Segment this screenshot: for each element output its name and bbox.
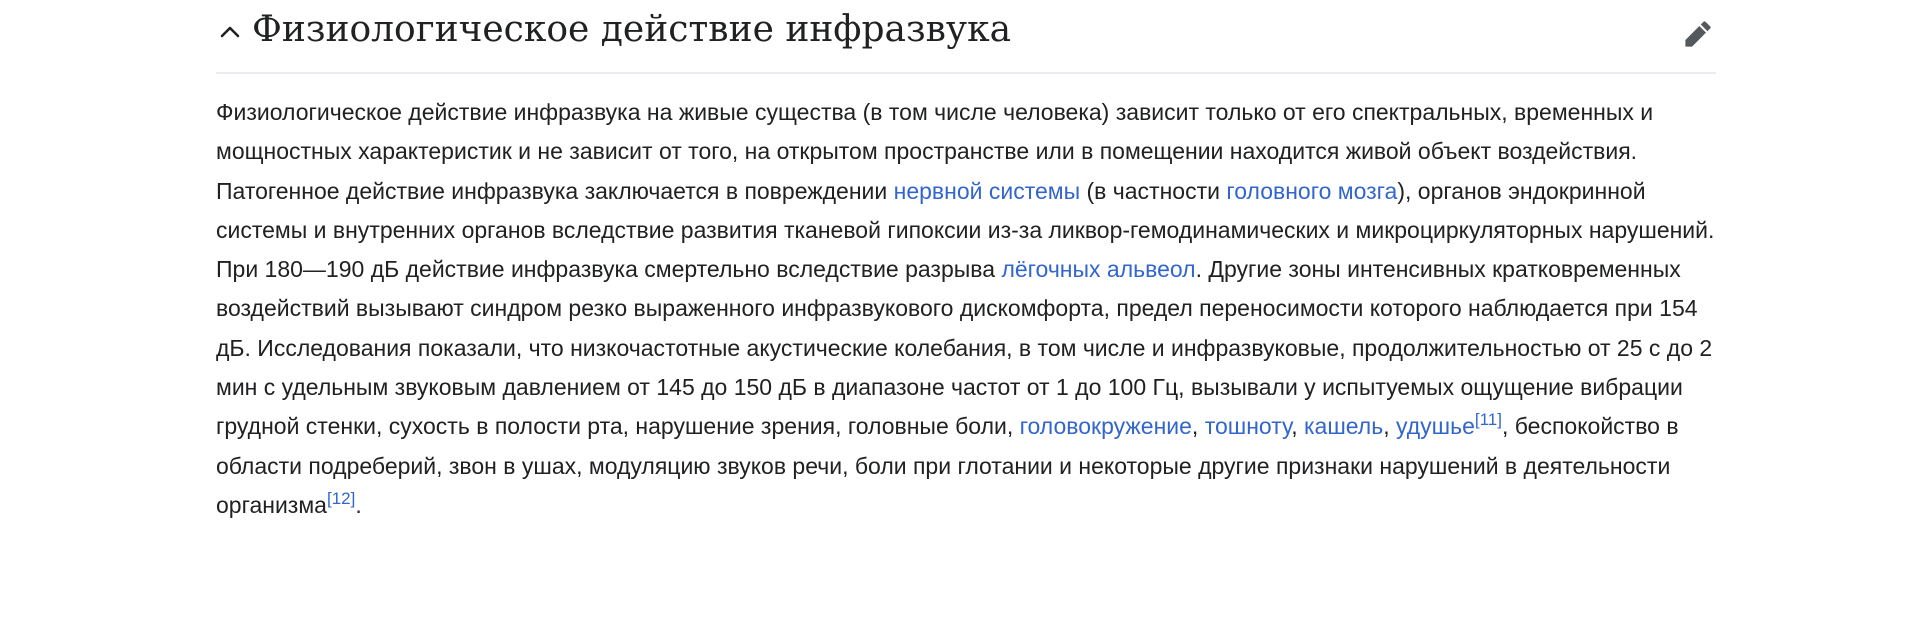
pencil-icon[interactable] [1680, 16, 1716, 52]
link-suffocation[interactable]: удушье [1396, 413, 1475, 440]
reference-11 [1475, 410, 1502, 429]
link-dizziness[interactable]: головокружение [1019, 413, 1192, 440]
link-nausea[interactable]: тошноту [1204, 413, 1292, 440]
paragraph-3 [216, 250, 1716, 525]
section-physiological-effect [216, 0, 1716, 518]
paragraph-text: ), органов эндокринной системы и внутренних органов вследствие развития тканевой гипоксии из-за ликвор-гемодинамических и микроциркуляторных нарушений. [216, 177, 1715, 243]
reference-link-11[interactable]: [11] [1474, 410, 1502, 430]
paragraph-text: . [355, 491, 362, 518]
paragraph-text: , беспокойство в области подреберий, звон в ушах, модуляцию звуков речи, боли при глотании и некоторые другие признаки нарушений в деятельности организма [216, 413, 1679, 518]
separator: , [1191, 413, 1205, 440]
reference-link-12[interactable]: [12] [326, 488, 356, 508]
section-content [216, 93, 1716, 525]
separator: , [1383, 413, 1396, 440]
paragraph-text: Физиологическое действие инфразвука на живые существа (в том числе человека) зависит только от его спектральных, временных и мощностных характеристик и не зависит от того, на открытом пространстве или в помещении находится живой объект воздействия. [216, 99, 1654, 165]
link-nervous-system[interactable]: нервной системы [893, 177, 1081, 204]
link-cough[interactable]: кашель [1303, 413, 1384, 440]
paragraph-2 [216, 172, 1716, 251]
paragraph-text: Патогенное действие инфразвука заключается в повреждении [216, 177, 894, 204]
paragraph-text: При 180—190 дБ действие инфразвука смертельно вследствие разрыва [216, 256, 1002, 283]
reference-12 [327, 489, 355, 508]
chevron-up-icon[interactable] [216, 18, 244, 46]
paragraph-text: (в частности [1080, 177, 1227, 204]
paragraph-1 [216, 93, 1716, 172]
section-heading: Физиологическое действие инфразвука [252, 9, 1012, 50]
section-heading-row [216, 0, 1716, 74]
separator: , [1291, 413, 1304, 440]
link-lung-alveoli[interactable]: лёгочных альвеол [1001, 256, 1196, 283]
paragraph-text: . Другие зоны интенсивных кратковременных воздействий вызывают синдром резко выраженного инфразвукового дискомфорта, предел переносимости которого наблюдается при 154 дБ. Исследования показали, что низкочастотные акустические колебания, в том числе и инфразвуковые, продолжительностью от 25 с до 2 мин с удельным звуковым давлением от 145 до 150 дБ в диапазоне частот от 1 до 100 Гц, вызывали у испытуемых ощущение вибрации грудной стенки, сухость в полости рта, нарушение зрения, головные боли, [216, 256, 1713, 440]
link-brain[interactable]: головного мозга [1226, 177, 1398, 204]
